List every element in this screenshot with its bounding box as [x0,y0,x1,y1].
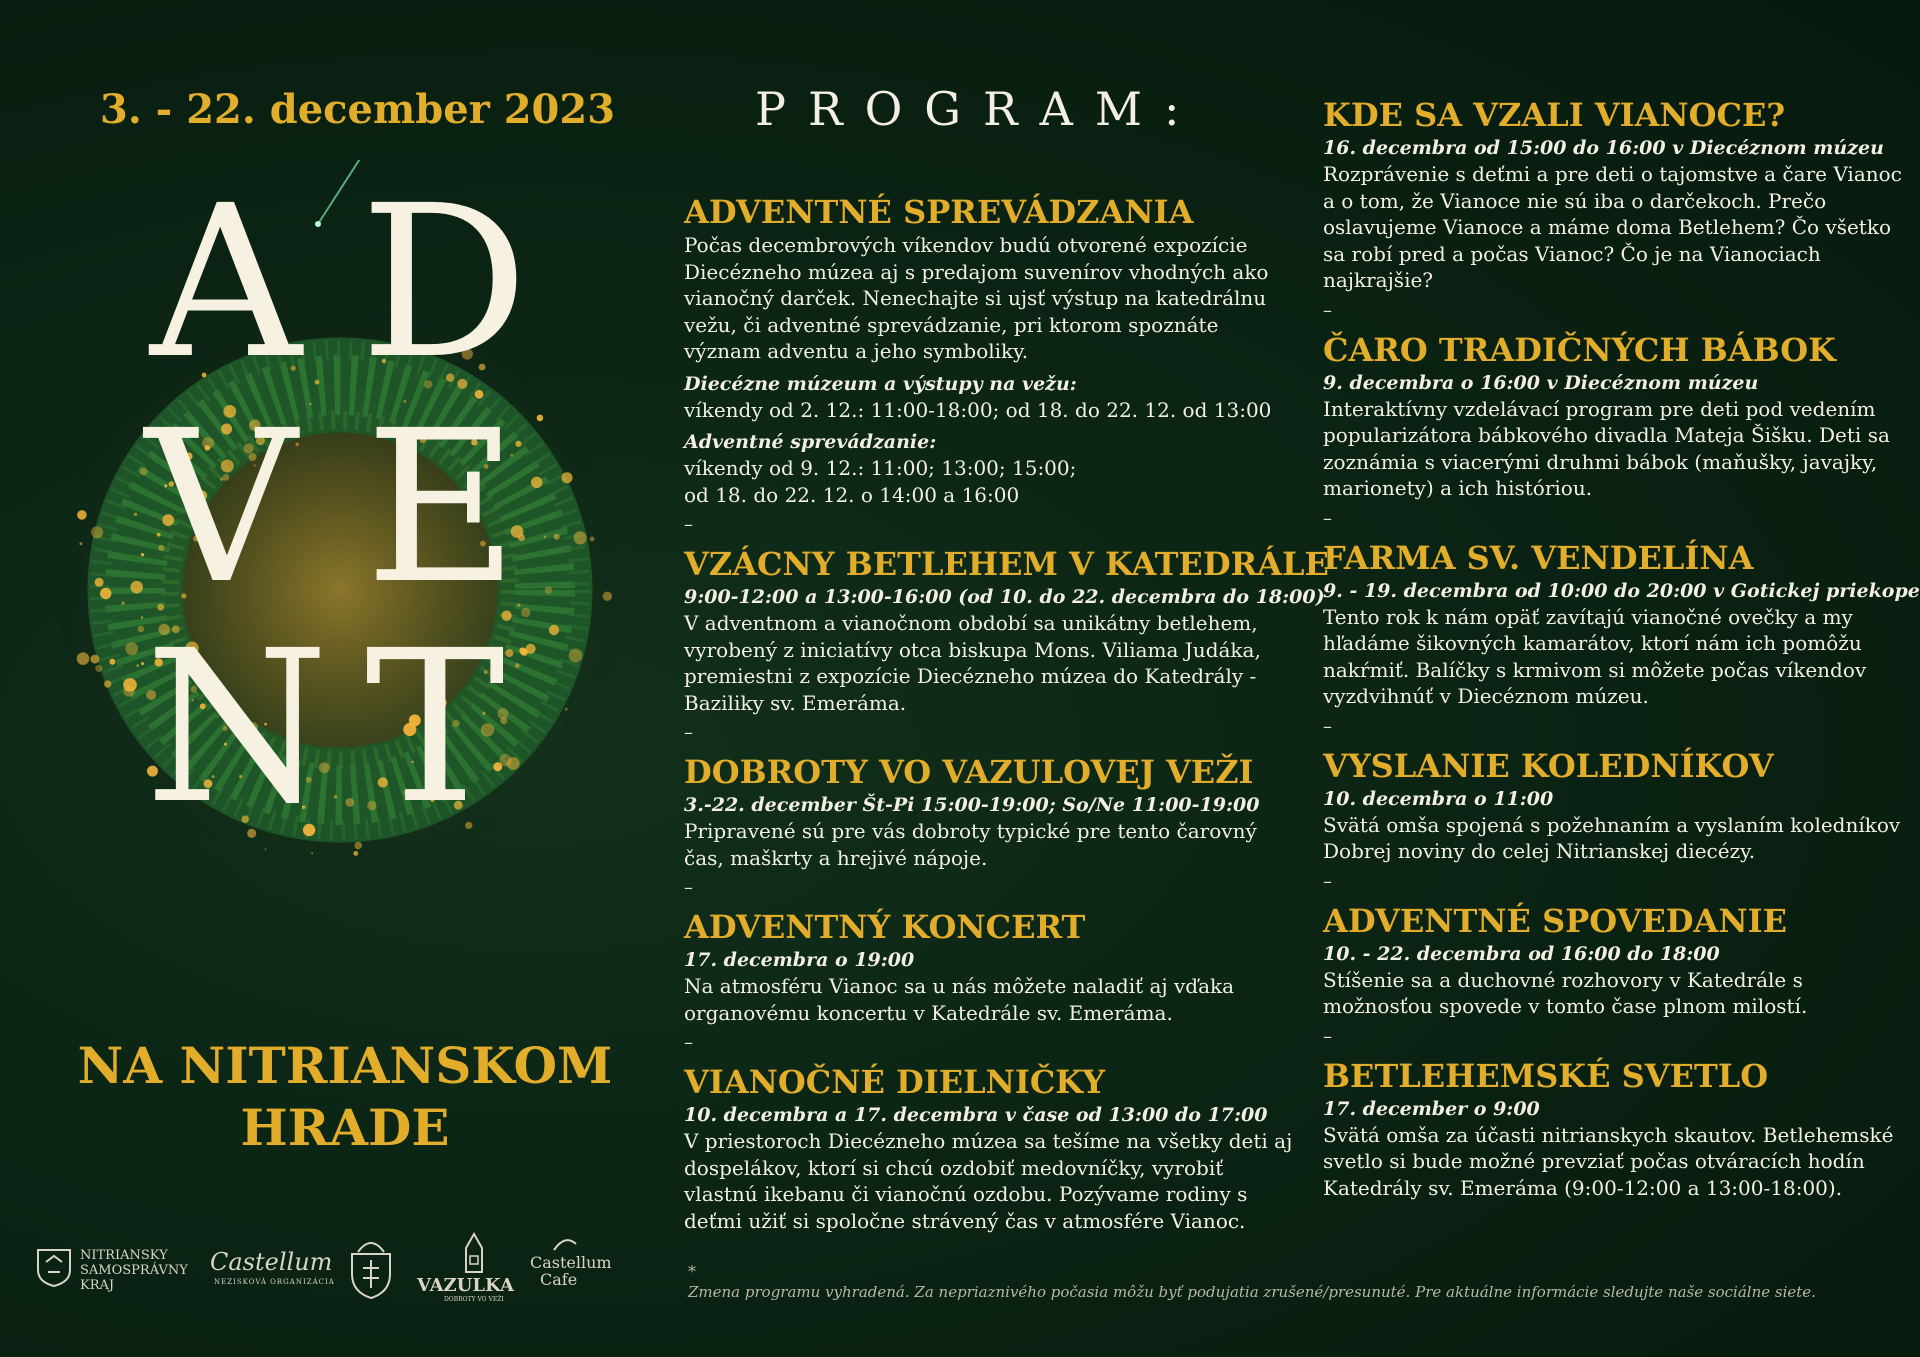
light-dot [354,842,362,850]
section-title: DOBROTY VO VAZULOVEJ VEŽI [684,753,1254,791]
light-dot [138,626,145,633]
section-text: Pripravené sú pre vás dobroty typické pre tento čarovný čas, maškrty a hrejivé nápoje. [684,819,1257,870]
castellum-cafe-logo: Castellum Cafe [530,1253,612,1289]
section-kde-sa-vzali-vianoce [1323,95,1903,294]
section-when: 3.-22. december Št-Pi 15:00-19:00; So/Ne 11:00-19:00 [684,794,1260,816]
section-hours: víkendy od 9. 12.: 11:00; 13:00; 15:00; [684,456,1077,480]
section-text: V priestoroch Diecézneho múzea sa tešíme na všetky deti aj dospelákov, ktorí si chcú ozdobiť medovníčky, vyrobiť vlastnú ikebanu či vianočnú ozdobu. Pozývame rodiny s deťmi užiť si spoločne strávený čas v atmosfére Vianoc. [684,1129,1293,1233]
light-dot [141,616,143,618]
section-when: 9:00-12:00 a 13:00-16:00 (od 10. do 22. decembra do 18:00) [684,586,1325,608]
venue-line-2: HRADE [240,1098,450,1157]
light-dot [125,642,138,655]
section-when: 9. - 19. decembra od 10:00 do 20:00 v Gotickej priekope [1323,579,1920,602]
section-title: ADVENTNÉ SPOVEDANIE [1323,901,1787,940]
advent-wreath-icon [40,160,660,980]
section-when: 10. - 22. decembra od 16:00 do 18:00 [1323,942,1720,965]
section-text: Interaktívny vzdelávací program pre deti pod vedením popularizátora bábkového divadla Mateja Šišku. Deti sa zoznámia s viacerými druhmi bábok (maňušky, javajky, marionety) a ich históriou. [1323,396,1890,500]
section-adventne-sprevadzania [684,192,1294,508]
divider: – [1323,507,1332,529]
section-title: ADVENTNÉ SPREVÁDZANIA [684,193,1194,231]
light-dot [334,795,337,798]
letter-e: E [365,385,519,630]
light-dot [531,477,542,488]
light-dot [505,649,513,657]
nsk-logo-text: NITRIANSKY SAMOSPRÁVNY KRAJ [80,1248,188,1293]
light-dot [100,588,111,599]
divider: – [1323,715,1332,737]
light-dot [141,662,144,665]
light-dot [130,581,143,594]
letter-d: D [360,160,529,405]
divider: – [684,877,693,898]
section-subheading: Adventné sprevádzanie: [684,431,937,453]
light-dot [91,526,103,538]
section-when: 17. december o 9:00 [1323,1097,1540,1120]
divider: – [684,514,693,535]
light-dot [141,553,144,556]
light-dot [79,542,82,545]
section-title: ADVENTNÝ KONCERT [684,908,1086,946]
light-dot [90,655,99,664]
light-dot [315,380,320,385]
castellum-subtitle: NEZISKOVÁ ORGANIZÁCIA [214,1278,335,1286]
section-adventny-koncert [684,907,1294,1026]
section-farma [1323,538,1920,710]
light-dot [137,665,139,667]
vazulka-subtitle: DOBROTY VO VEŽI [444,1296,504,1303]
divider: – [1323,299,1332,321]
section-title: VZÁCNY BETLEHEM V KATEDRÁLE [684,545,1329,583]
divider: – [684,1032,693,1053]
section-title: BETLEHEMSKÉ SVETLO [1323,1056,1769,1095]
light-dot [562,472,573,483]
light-dot [549,625,559,635]
light-dot [77,510,87,520]
letter-a: A [150,160,302,405]
light-dot [309,403,311,405]
light-dot [95,665,102,672]
light-dot [95,578,104,587]
section-when: 10. decembra a 17. decembra v čase od 13:00 do 17:00 [684,1104,1268,1126]
section-when: 10. decembra o 11:00 [1323,787,1554,810]
section-vyslanie-kolednikov [1323,746,1903,865]
light-dot [565,708,568,711]
program-column-right [1323,95,1920,1201]
divider: – [1323,870,1332,892]
section-when: 16. decembra od 15:00 do 16:00 v Diecéznom múzeu [1323,137,1884,159]
section-hours: víkendy od 2. 12.: 11:00-18:00; od 18. do 22. 12. od 13:00 [684,397,1272,422]
light-dot [590,537,595,542]
light-dot [515,663,520,668]
section-text: V adventnom a vianočnom období sa unikátny betlehem, vyrobený z iniciatívy otca biskupa Mons. Viliama Judáka, premiestni z expozície Diecézneho múzea do Katedrály - Baziliky sv. Emeráma. [684,611,1261,715]
light-dot [519,647,525,653]
section-text: Rozprávenie s deťmi a pre deti o tajomstve a čare Vianoc a o tom, že Vianoce nie sú iba o darčekoch. Prečo oslavujeme Vianoce a máme doma Betlehem? Čo všetko sa robí pred a počas Vianoc? Čo je na Vianociach najkrajšie? [1323,162,1902,292]
section-title: ČARO TRADIČNÝCH BÁBOK [1323,330,1836,369]
section-text: Na atmosféru Vianoc sa u nás môžete naladiť aj vďaka organovému koncertu v Katedrále sv. Emeráma. [684,974,1235,1025]
footnote-text: Zmena programu vyhradená. Za nepriaznivého počasia môžu byť podujatia zrušené/presunuté. Pre aktuálne informácie sledujte naše sociálne siete. [688,1283,1816,1301]
section-subheading: Diecézne múzeum a výstupy na vežu: [684,372,1077,395]
section-text: Tento rok k nám opäť zavítajú vianočné ovečky a my hľadáme šikovných kamarátov, ktorí nám ich pomôžu nakŕmiť. Balíčky s krmivom si môžete počas víkendov vyzdvihnúť v Diecéznom múzeu. [1323,604,1867,708]
event-date: 3. - 22. december 2023 [100,86,616,133]
section-hours: od 18. do 22. 12. o 14:00 a 16:00 [684,482,1020,507]
light-dot [569,649,583,663]
venue-line-1: NA NITRIANSKOM [77,1036,613,1095]
light-dot [311,852,313,854]
light-dot [521,608,530,617]
divider: – [684,722,693,743]
section-title: VYSLANIE KOLEDNÍKOV [1323,746,1774,785]
light-dot [121,601,124,604]
footnote-star: * [688,1262,696,1281]
partner-logos [34,1232,634,1302]
light-dot [544,536,546,538]
section-title: VIANOČNÉ DIELNIČKY [684,1063,1106,1101]
venue-title [40,1035,650,1159]
section-text: Svätá omša spojená s požehnaním a vyslaním koledníkov Dobrej noviny do celej Nitrianskej diecézy. [1323,812,1901,863]
diocese-coat-of-arms-icon [344,1234,398,1300]
section-title: FARMA SV. VENDELÍNA [1323,538,1754,577]
section-vzacny-betlehem [684,544,1329,716]
light-dot [134,513,137,516]
castellum-logo: Castellum [210,1248,333,1276]
light-dot [77,652,90,665]
light-dot [603,592,612,601]
section-adventne-spovedanie [1323,901,1903,1020]
letter-v: V [145,385,297,630]
section-when: 9. decembra o 16:00 v Diecéznom múzeu [1323,371,1759,394]
program-heading: PROGRAM: [755,82,1202,136]
section-text: Počas decembrových víkendov budú otvorené expozície Diecézneho múzea aj s predajom suvenírov vhodných ako vianočný darček. Nenechajte si ujsť výstup na katedrálnu vežu, či adventné sprevádzanie, pri ktorom spoznáte význam adventu a jeho symboliky. [684,233,1269,363]
vazulka-tower-icon [452,1232,496,1276]
light-dot [537,415,544,422]
divider: – [1323,1025,1332,1047]
vazulka-logo: VAZULKA [417,1275,514,1296]
program-column-middle [684,192,1329,1234]
letter-t: T [365,605,506,850]
light-dot [123,686,134,697]
light-dot [353,851,358,856]
section-text: Stíšenie sa a duchovné rozhovory v Katedrále s možnosťou spovede v tomto čase plnom milostí. [1323,967,1808,1018]
star-spark-icon [315,221,321,227]
section-title: KDE SA VZALI VIANOCE? [1323,96,1786,134]
light-dot [104,680,111,687]
section-text: Svätá omša za účasti nitrianskych skautov. Betlehemské svetlo si bude možné prevziať počas otváracích hodín Katedrály sv. Emeráma (9:00-12:00 a 13:00-18:00). [1323,1122,1894,1200]
letter-n: N [145,605,329,850]
section-betlehemske-svetlo [1323,1056,1903,1202]
nsk-crest-icon [34,1246,74,1288]
light-dot [109,659,115,665]
light-dot [545,586,553,594]
section-dobroty [684,752,1294,871]
section-when: 17. decembra o 19:00 [684,949,915,971]
light-dot [345,798,354,807]
section-caro-babok [1323,330,1903,502]
light-dot [574,531,587,544]
light-dot [554,534,560,540]
section-vianocne-dielnicky [684,1062,1294,1234]
